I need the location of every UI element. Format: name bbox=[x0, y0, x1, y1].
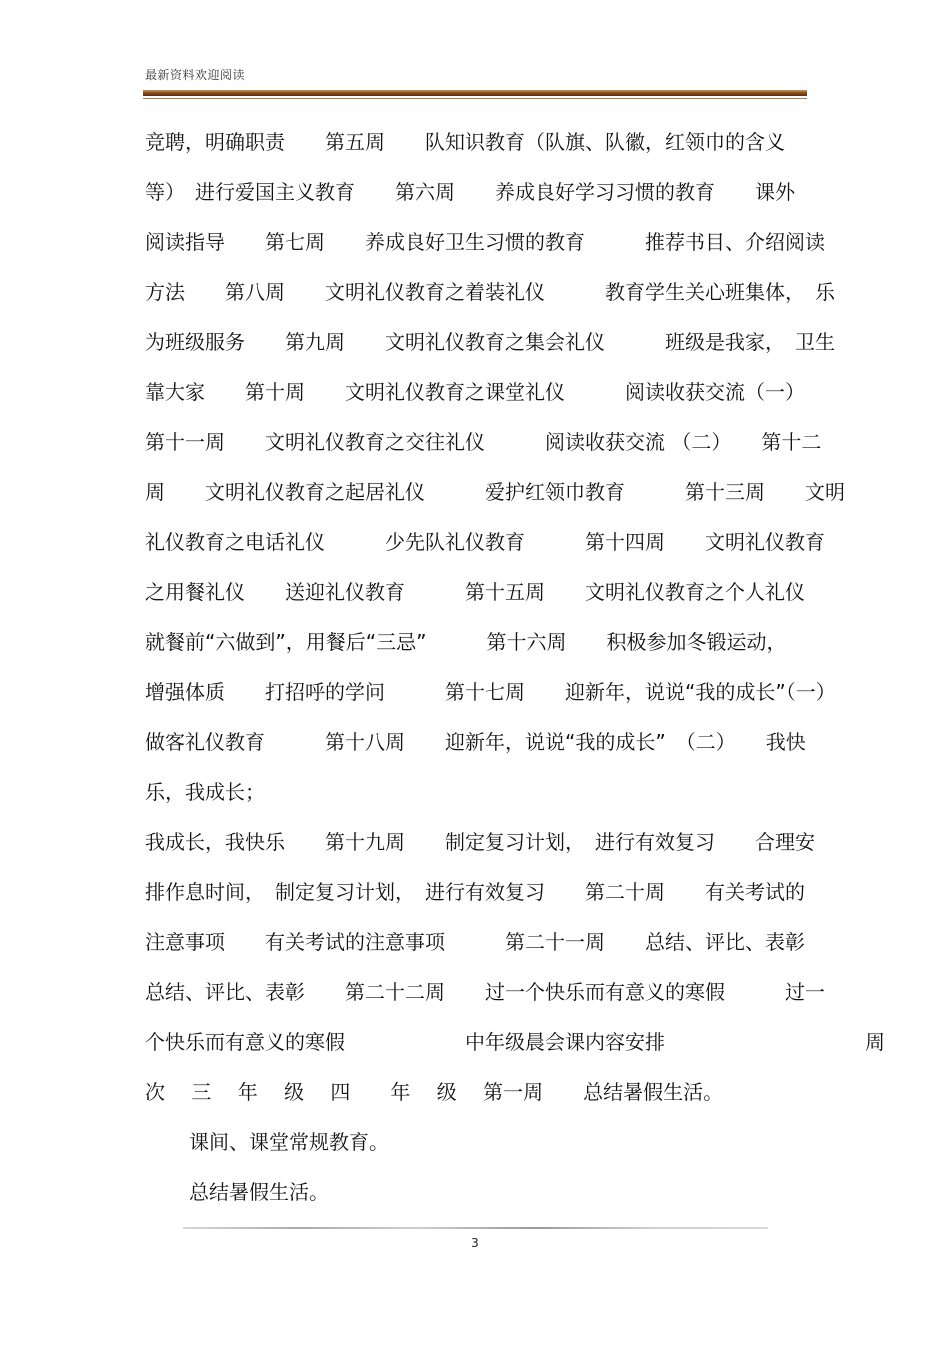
body-line: 注意事项 有关考试的注意事项 第二十一周 总结、评比、表彰 bbox=[145, 930, 805, 954]
body-line: 之用餐礼仪 送迎礼仪教育 第十五周 文明礼仪教育之个人礼仪 bbox=[145, 580, 805, 604]
document-body bbox=[145, 120, 885, 1220]
footer-divider bbox=[183, 1227, 768, 1229]
body-line: 为班级服务 第九周 文明礼仪教育之集会礼仪 班级是我家， 卫生 bbox=[145, 330, 835, 354]
header-divider bbox=[143, 90, 807, 96]
body-line: 乐，我成长； bbox=[145, 780, 265, 804]
body-line: 等） 进行爱国主义教育 第六周 养成良好学习习惯的教育 课外 bbox=[145, 180, 795, 204]
body-line: 第十一周 文明礼仪教育之交往礼仪 阅读收获交流 （二） 第十二 bbox=[145, 430, 822, 454]
body-line-indented: 课间、课堂常规教育。 bbox=[189, 1130, 389, 1154]
body-line: 总结、评比、表彰 第二十二周 过一个快乐而有意义的寒假 过一 bbox=[145, 980, 825, 1004]
body-line: 就餐前“六做到”，用餐后“三忌” 第十六周 积极参加冬锻运动， bbox=[145, 630, 787, 654]
body-line: 周 文明礼仪教育之起居礼仪 爱护红领巾教育 第十三周 文明 bbox=[145, 480, 845, 504]
body-line-indented: 总结暑假生活。 bbox=[189, 1180, 329, 1204]
header-divider-thin bbox=[143, 98, 807, 99]
body-line: 礼仪教育之电话礼仪 少先队礼仪教育 第十四周 文明礼仪教育 bbox=[145, 530, 825, 554]
body-line: 阅读指导 第七周 养成良好卫生习惯的教育 推荐书目、介绍阅读 bbox=[145, 230, 825, 254]
body-line: 我成长，我快乐 第十九周 制定复习计划， 进行有效复习 合理安 bbox=[145, 830, 815, 854]
body-line: 排作息时间， 制定复习计划， 进行有效复习 第二十周 有关考试的 bbox=[145, 880, 805, 904]
body-line: 方法 第八周 文明礼仪教育之着装礼仪 教育学生关心班集体， 乐 bbox=[145, 280, 835, 304]
body-line: 竞聘，明确职责 第五周 队知识教育（队旗、队徽，红领巾的含义 bbox=[145, 130, 785, 154]
page-number: 3 bbox=[471, 1236, 479, 1250]
body-line: 做客礼仪教育 第十八周 迎新年，说说“我的成长” （二） 我快 bbox=[145, 730, 806, 754]
body-line: 次 三 年 级 四 年 级 第一周 总结暑假生活。 bbox=[145, 1080, 724, 1104]
body-line: 增强体质 打招呼的学问 第十七周 迎新年，说说“我的成长”（一） bbox=[145, 680, 836, 704]
page-header-title: 最新资料欢迎阅读 bbox=[145, 68, 246, 82]
body-line: 靠大家 第十周 文明礼仪教育之课堂礼仪 阅读收获交流（一） bbox=[145, 380, 805, 404]
body-line: 个快乐而有意义的寒假 中年级晨会课内容安排 周 bbox=[145, 1030, 885, 1054]
